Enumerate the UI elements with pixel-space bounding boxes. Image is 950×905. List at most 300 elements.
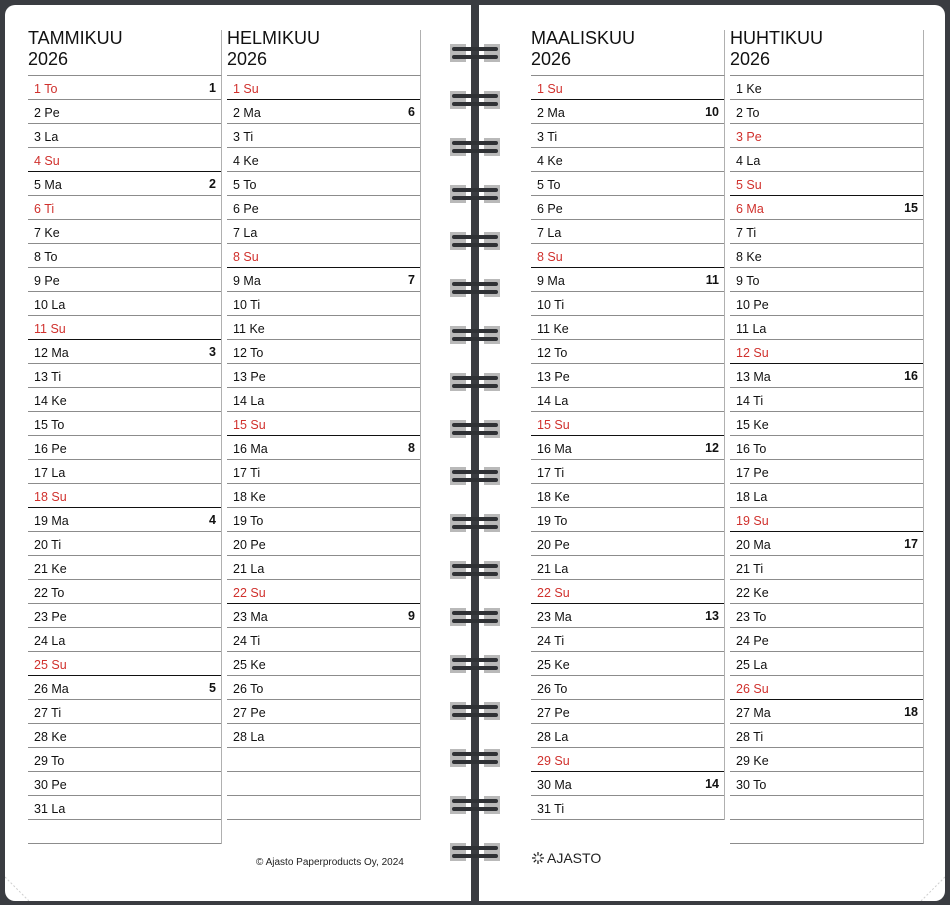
day-row[interactable] [28,268,221,292]
day-row[interactable] [730,532,923,556]
day-row[interactable] [28,628,221,652]
day-row[interactable] [28,76,221,100]
day-label: 6 Ma [736,202,764,216]
day-label: 31 La [34,802,66,816]
column-divider [724,30,725,75]
day-row[interactable] [28,700,221,724]
day-row[interactable] [531,244,724,268]
day-list [28,75,222,844]
day-label: 31 Ti [537,802,565,816]
day-label: 21 Ke [34,562,67,576]
day-row[interactable] [227,724,420,748]
day-row[interactable] [730,196,923,220]
day-label: 4 La [736,154,761,168]
day-row[interactable] [730,340,923,364]
day-label: 18 Ke [233,490,266,504]
day-label: 2 Ma [537,106,565,120]
day-row[interactable] [227,412,420,436]
week-number: 6 [408,105,415,119]
day-label: 20 Pe [537,538,570,552]
day-row[interactable] [227,148,420,172]
day-label: 28 Ti [736,730,764,744]
day-row[interactable] [531,556,724,580]
day-row[interactable] [531,436,724,460]
day-label: 30 Pe [34,778,67,792]
day-row[interactable] [730,724,923,748]
day-label: 3 Ti [233,130,254,144]
day-row[interactable] [227,124,420,148]
day-list [730,75,924,844]
day-label: 16 To [736,442,767,456]
day-label: 7 Ke [34,226,60,240]
day-row[interactable] [227,676,420,700]
week-number: 17 [904,537,918,551]
day-label: 3 Pe [736,130,762,144]
page-corner-left [5,873,33,901]
day-row[interactable] [227,244,420,268]
day-label: 17 Ti [233,466,261,480]
day-row[interactable] [28,676,221,700]
binding-ring [448,229,502,253]
day-row[interactable] [531,724,724,748]
day-row[interactable] [531,220,724,244]
day-row[interactable] [531,388,724,412]
day-label: 23 To [736,610,767,624]
day-row[interactable] [531,532,724,556]
day-label: 9 To [736,274,760,288]
day-row[interactable] [28,220,221,244]
day-row[interactable] [730,316,923,340]
day-row[interactable] [227,796,420,820]
day-label: 30 Ma [537,778,572,792]
day-label: 23 Pe [34,610,67,624]
day-row[interactable] [730,124,923,148]
day-label: 26 To [233,682,264,696]
day-label: 12 To [537,346,568,360]
copyright-text: © Ajasto Paperproducts Oy, 2024 [256,857,404,868]
day-row[interactable] [730,652,923,676]
day-row[interactable] [227,316,420,340]
day-row[interactable] [227,388,420,412]
day-row[interactable] [28,412,221,436]
month-name: TAMMIKUU [28,28,123,48]
week-number: 9 [408,609,415,623]
day-label: 19 To [233,514,264,528]
day-row[interactable] [28,508,221,532]
day-label: 8 Ke [736,250,762,264]
day-row[interactable] [227,76,420,100]
day-label: 18 Ke [537,490,570,504]
day-row[interactable] [730,580,923,604]
day-label: 23 Ma [537,610,572,624]
day-row[interactable] [531,340,724,364]
day-row[interactable] [227,100,420,124]
day-row[interactable] [227,652,420,676]
day-label: 5 To [537,178,561,192]
day-label: 23 Ma [233,610,268,624]
month-year: 2026 [730,49,771,69]
day-label: 12 Su [736,346,769,360]
day-row[interactable] [227,604,420,628]
day-row[interactable] [28,820,221,844]
day-label: 7 Ti [736,226,757,240]
day-row[interactable] [227,748,420,772]
day-row[interactable] [730,676,923,700]
day-label: 18 La [736,490,768,504]
week-number: 12 [705,441,719,455]
binding-ring [448,558,502,582]
day-row[interactable] [28,100,221,124]
day-label: 30 To [736,778,767,792]
binding-ring [448,699,502,723]
day-row[interactable] [531,604,724,628]
day-row[interactable] [28,604,221,628]
day-list [531,75,725,820]
logo-text: AJASTO [547,850,602,866]
day-row[interactable] [730,796,923,820]
day-label: 20 Pe [233,538,266,552]
day-row[interactable] [531,100,724,124]
day-row[interactable] [28,532,221,556]
day-row[interactable] [730,100,923,124]
day-label: 21 La [233,562,265,576]
binding-ring [448,41,502,65]
day-label: 22 To [34,586,65,600]
week-number: 5 [209,681,216,695]
day-label: 15 Ke [736,418,769,432]
binding-ring [448,323,502,347]
day-row[interactable] [531,124,724,148]
day-label: 20 Ma [736,538,771,552]
day-row[interactable] [531,364,724,388]
day-label: 17 Pe [736,466,769,480]
day-label: 2 Ma [233,106,261,120]
day-row[interactable] [28,148,221,172]
day-label: 27 Pe [537,706,570,720]
week-number: 4 [209,513,216,527]
day-row[interactable] [28,484,221,508]
binding-ring [448,417,502,441]
day-label: 9 Ma [233,274,261,288]
month-title [531,28,635,70]
day-row[interactable] [227,268,420,292]
day-label: 13 Pe [537,370,570,384]
day-row[interactable] [227,172,420,196]
day-row[interactable] [531,196,724,220]
day-label: 19 To [537,514,568,528]
day-label: 29 To [34,754,65,768]
month-year: 2026 [28,49,69,69]
day-label: 22 Su [537,586,570,600]
day-row[interactable] [531,268,724,292]
day-row[interactable] [730,292,923,316]
day-row[interactable] [227,628,420,652]
day-row[interactable] [28,388,221,412]
day-row[interactable] [730,388,923,412]
day-label: 24 La [34,634,66,648]
day-label: 9 Ma [537,274,565,288]
day-row[interactable] [227,580,420,604]
day-label: 27 Pe [233,706,266,720]
day-label: 24 Ti [233,634,261,648]
day-label: 11 Ke [233,322,265,336]
day-label: 6 Pe [537,202,563,216]
day-row[interactable] [730,244,923,268]
month-name: MAALISKUU [531,28,636,48]
day-label: 3 La [34,130,59,144]
page-corner-right [917,873,945,901]
day-label: 11 La [736,322,767,336]
day-label: 6 Pe [233,202,259,216]
day-label: 8 Su [233,250,259,264]
day-row[interactable] [28,436,221,460]
week-number: 10 [705,105,719,119]
day-label: 22 Su [233,586,266,600]
day-row[interactable] [730,700,923,724]
day-row[interactable] [531,700,724,724]
day-label: 29 Ke [736,754,769,768]
day-label: 15 Su [537,418,570,432]
day-row[interactable] [531,148,724,172]
day-label: 7 La [233,226,258,240]
day-label: 10 Ti [537,298,565,312]
day-row[interactable] [531,412,724,436]
day-row[interactable] [28,196,221,220]
day-row[interactable] [730,220,923,244]
day-row[interactable] [730,412,923,436]
day-row[interactable] [730,76,923,100]
day-label: 18 Su [34,490,67,504]
day-list [227,75,421,820]
day-row[interactable] [28,172,221,196]
week-number: 2 [209,177,216,191]
day-label: 3 Ti [537,130,558,144]
day-row[interactable] [28,748,221,772]
day-label: 14 La [537,394,569,408]
binding-ring [448,511,502,535]
week-number: 15 [904,201,918,215]
day-row[interactable] [730,508,923,532]
day-row[interactable] [730,604,923,628]
day-row[interactable] [531,508,724,532]
day-label: 15 To [34,418,65,432]
day-row[interactable] [28,292,221,316]
day-label: 27 Ma [736,706,771,720]
day-label: 4 Su [34,154,60,168]
binding-ring [448,840,502,864]
week-number: 8 [408,441,415,455]
binding-ring [448,370,502,394]
day-row[interactable] [28,316,221,340]
binding-ring [448,605,502,629]
day-label: 24 Pe [736,634,769,648]
binding-ring [448,135,502,159]
day-row[interactable] [531,772,724,796]
day-label: 2 Pe [34,106,60,120]
day-label: 17 Ti [537,466,565,480]
day-row[interactable] [531,292,724,316]
day-label: 4 Ke [537,154,563,168]
day-row[interactable] [227,700,420,724]
day-label: 14 Ke [34,394,67,408]
day-row[interactable] [531,652,724,676]
day-row[interactable] [730,268,923,292]
day-row[interactable] [28,724,221,748]
day-row[interactable] [531,580,724,604]
day-label: 10 Pe [736,298,769,312]
day-row[interactable] [531,676,724,700]
day-label: 2 To [736,106,760,120]
month-name: HELMIKUU [227,28,321,48]
week-number: 18 [904,705,918,719]
day-label: 28 Ke [34,730,67,744]
column-divider [923,30,924,75]
day-row[interactable] [227,532,420,556]
day-label: 16 Pe [34,442,67,456]
day-label: 20 Ti [34,538,62,552]
day-row[interactable] [28,364,221,388]
day-row[interactable] [28,556,221,580]
day-label: 7 La [537,226,562,240]
day-label: 1 Su [537,82,563,96]
day-row[interactable] [531,76,724,100]
day-label: 12 To [233,346,264,360]
day-row[interactable] [730,148,923,172]
month-title [730,28,823,70]
day-row[interactable] [28,796,221,820]
day-label: 26 To [537,682,568,696]
day-label: 25 Ke [537,658,570,672]
week-number: 11 [705,273,719,287]
day-row[interactable] [227,772,420,796]
week-number: 13 [705,609,719,623]
day-label: 5 Ma [34,178,62,192]
day-label: 26 Su [736,682,769,696]
month-year: 2026 [531,49,572,69]
week-number: 16 [904,369,918,383]
day-label: 14 La [233,394,265,408]
day-row[interactable] [730,628,923,652]
day-label: 19 Ma [34,514,69,528]
day-row[interactable] [227,556,420,580]
day-row[interactable] [730,364,923,388]
day-row[interactable] [531,628,724,652]
day-row[interactable] [730,748,923,772]
day-label: 1 To [34,82,58,96]
day-row[interactable] [227,196,420,220]
day-row[interactable] [28,772,221,796]
week-number: 14 [705,777,719,791]
day-row[interactable] [227,484,420,508]
day-label: 13 Pe [233,370,266,384]
day-label: 26 Ma [34,682,69,696]
month-name: HUHTIKUU [730,28,823,48]
day-row[interactable] [28,124,221,148]
day-label: 22 Ke [736,586,769,600]
day-row[interactable] [28,652,221,676]
day-row[interactable] [227,364,420,388]
week-number: 7 [408,273,415,287]
day-row[interactable] [227,220,420,244]
day-row[interactable] [227,292,420,316]
day-label: 8 To [34,250,58,264]
day-label: 27 Ti [34,706,62,720]
day-label: 9 Pe [34,274,60,288]
day-label: 10 La [34,298,66,312]
day-label: 24 Ti [537,634,565,648]
day-row[interactable] [531,796,724,820]
day-label: 29 Su [537,754,570,768]
day-row[interactable] [531,172,724,196]
day-row[interactable] [227,340,420,364]
day-label: 5 To [233,178,257,192]
day-row[interactable] [730,172,923,196]
week-number: 3 [209,345,216,359]
day-row[interactable] [531,460,724,484]
day-row[interactable] [730,772,923,796]
day-label: 16 Ma [233,442,268,456]
day-row[interactable] [227,436,420,460]
day-label: 17 La [34,466,66,480]
day-label: 10 Ti [233,298,261,312]
day-label: 25 Ke [233,658,266,672]
binding-ring [448,88,502,112]
binding-ring [448,793,502,817]
day-label: 25 Su [34,658,67,672]
week-number: 1 [209,81,216,95]
day-label: 16 Ma [537,442,572,456]
sunburst-icon [531,851,545,865]
binding-ring [448,182,502,206]
day-label: 8 Su [537,250,563,264]
day-row[interactable] [28,244,221,268]
binding-ring [448,652,502,676]
month-title [227,28,320,70]
day-row[interactable] [227,508,420,532]
day-row[interactable] [531,316,724,340]
day-row[interactable] [730,820,923,844]
day-label: 1 Ke [736,82,762,96]
day-label: 19 Su [736,514,769,528]
day-label: 4 Ke [233,154,259,168]
day-row[interactable] [531,748,724,772]
day-row[interactable] [730,484,923,508]
day-row[interactable] [730,556,923,580]
day-label: 1 Su [233,82,259,96]
column-divider [420,30,421,75]
day-row[interactable] [28,460,221,484]
day-row[interactable] [531,484,724,508]
binding-ring [448,464,502,488]
day-label: 28 La [233,730,265,744]
day-label: 25 La [736,658,768,672]
day-row[interactable] [730,460,923,484]
month-year: 2026 [227,49,268,69]
day-label: 11 Su [34,322,66,336]
day-row[interactable] [227,460,420,484]
day-row[interactable] [28,580,221,604]
day-label: 14 Ti [736,394,764,408]
day-label: 28 La [537,730,569,744]
day-row[interactable] [730,436,923,460]
month-title [28,28,123,70]
day-label: 21 Ti [736,562,764,576]
binding-ring [448,746,502,770]
day-label: 11 Ke [537,322,569,336]
day-label: 15 Su [233,418,266,432]
day-label: 21 La [537,562,569,576]
day-row[interactable] [28,340,221,364]
